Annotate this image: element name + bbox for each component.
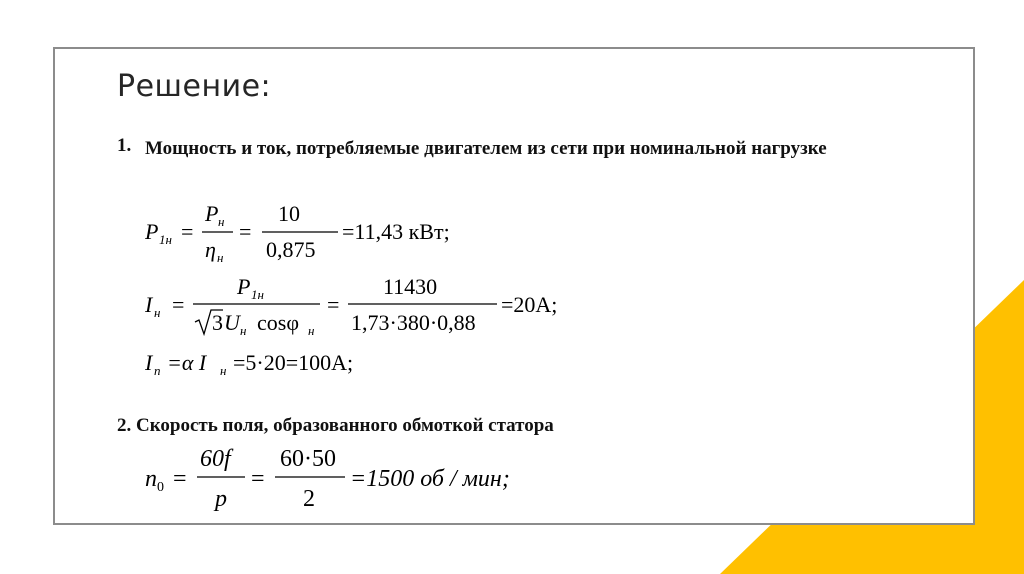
f1-eq2: =	[239, 219, 252, 244]
content-frame	[53, 47, 975, 525]
f1-den1: η	[205, 237, 216, 262]
f3-result: =5·20=100A;	[233, 350, 354, 375]
f2-den1-b: U	[224, 310, 240, 335]
f2-eq1: =	[172, 292, 185, 317]
item-1-text: Мощность и ток, потребляемые двигателем из сети при номинальной нагрузке	[145, 138, 827, 159]
formula-current	[145, 274, 605, 344]
item-2-number: 2.	[117, 415, 132, 436]
f4-num1: 60f	[200, 446, 231, 472]
f2-den1-a: 3	[212, 310, 223, 335]
slide-title: Решение:	[117, 69, 272, 104]
item-2	[117, 415, 554, 437]
f4-den1: p	[215, 486, 227, 512]
formula-field-speed	[145, 444, 605, 519]
f1-lhs: P	[145, 219, 159, 244]
f2-num2: 11430	[383, 274, 438, 299]
f2-lhs-sub: н	[154, 305, 161, 320]
f2-eq2: =	[327, 292, 340, 317]
f1-result: =11,43 кВт;	[342, 219, 450, 244]
f4-eq1: =	[173, 466, 187, 492]
f3-lhs-sub: п	[154, 363, 161, 378]
f4-lhs: n	[145, 466, 157, 492]
formula-start-current	[145, 344, 505, 384]
item-1-number: 1.	[117, 135, 132, 156]
f1-num1: P	[205, 201, 219, 226]
f1-num1-sub: н	[218, 214, 225, 229]
f2-lhs: I	[145, 292, 153, 317]
f1-den2: 0,875	[266, 237, 316, 262]
f4-eq2: =	[251, 466, 265, 492]
f4-num2: 60·50	[280, 446, 336, 472]
f1-eq1: =	[181, 219, 194, 244]
f3-lhs: I	[145, 350, 153, 375]
f4-lhs-sub: 0	[157, 480, 164, 495]
f4-result: =1500 об / мин;	[350, 466, 510, 492]
f3-rest: =α I	[167, 350, 207, 375]
f2-den1-b-sub: н	[240, 323, 247, 338]
f1-lhs-sub: 1н	[159, 232, 172, 247]
f2-num1: P	[237, 274, 251, 299]
item-2-text: Скорость поля, образованного обмоткой статора	[136, 415, 554, 436]
f2-num1-sub: 1н	[251, 287, 264, 302]
f2-result: =20A;	[501, 292, 558, 317]
formula-power	[145, 199, 545, 269]
f1-den1-sub: н	[217, 250, 224, 265]
f4-den2: 2	[303, 486, 315, 512]
f1-num2: 10	[278, 201, 300, 226]
f2-den1-c-sub: н	[308, 323, 315, 338]
f2-den1-c: cosφ	[257, 310, 300, 335]
f3-rest-sub: н	[220, 363, 227, 378]
f2-den2: 1,73·380·0,88	[351, 310, 476, 335]
